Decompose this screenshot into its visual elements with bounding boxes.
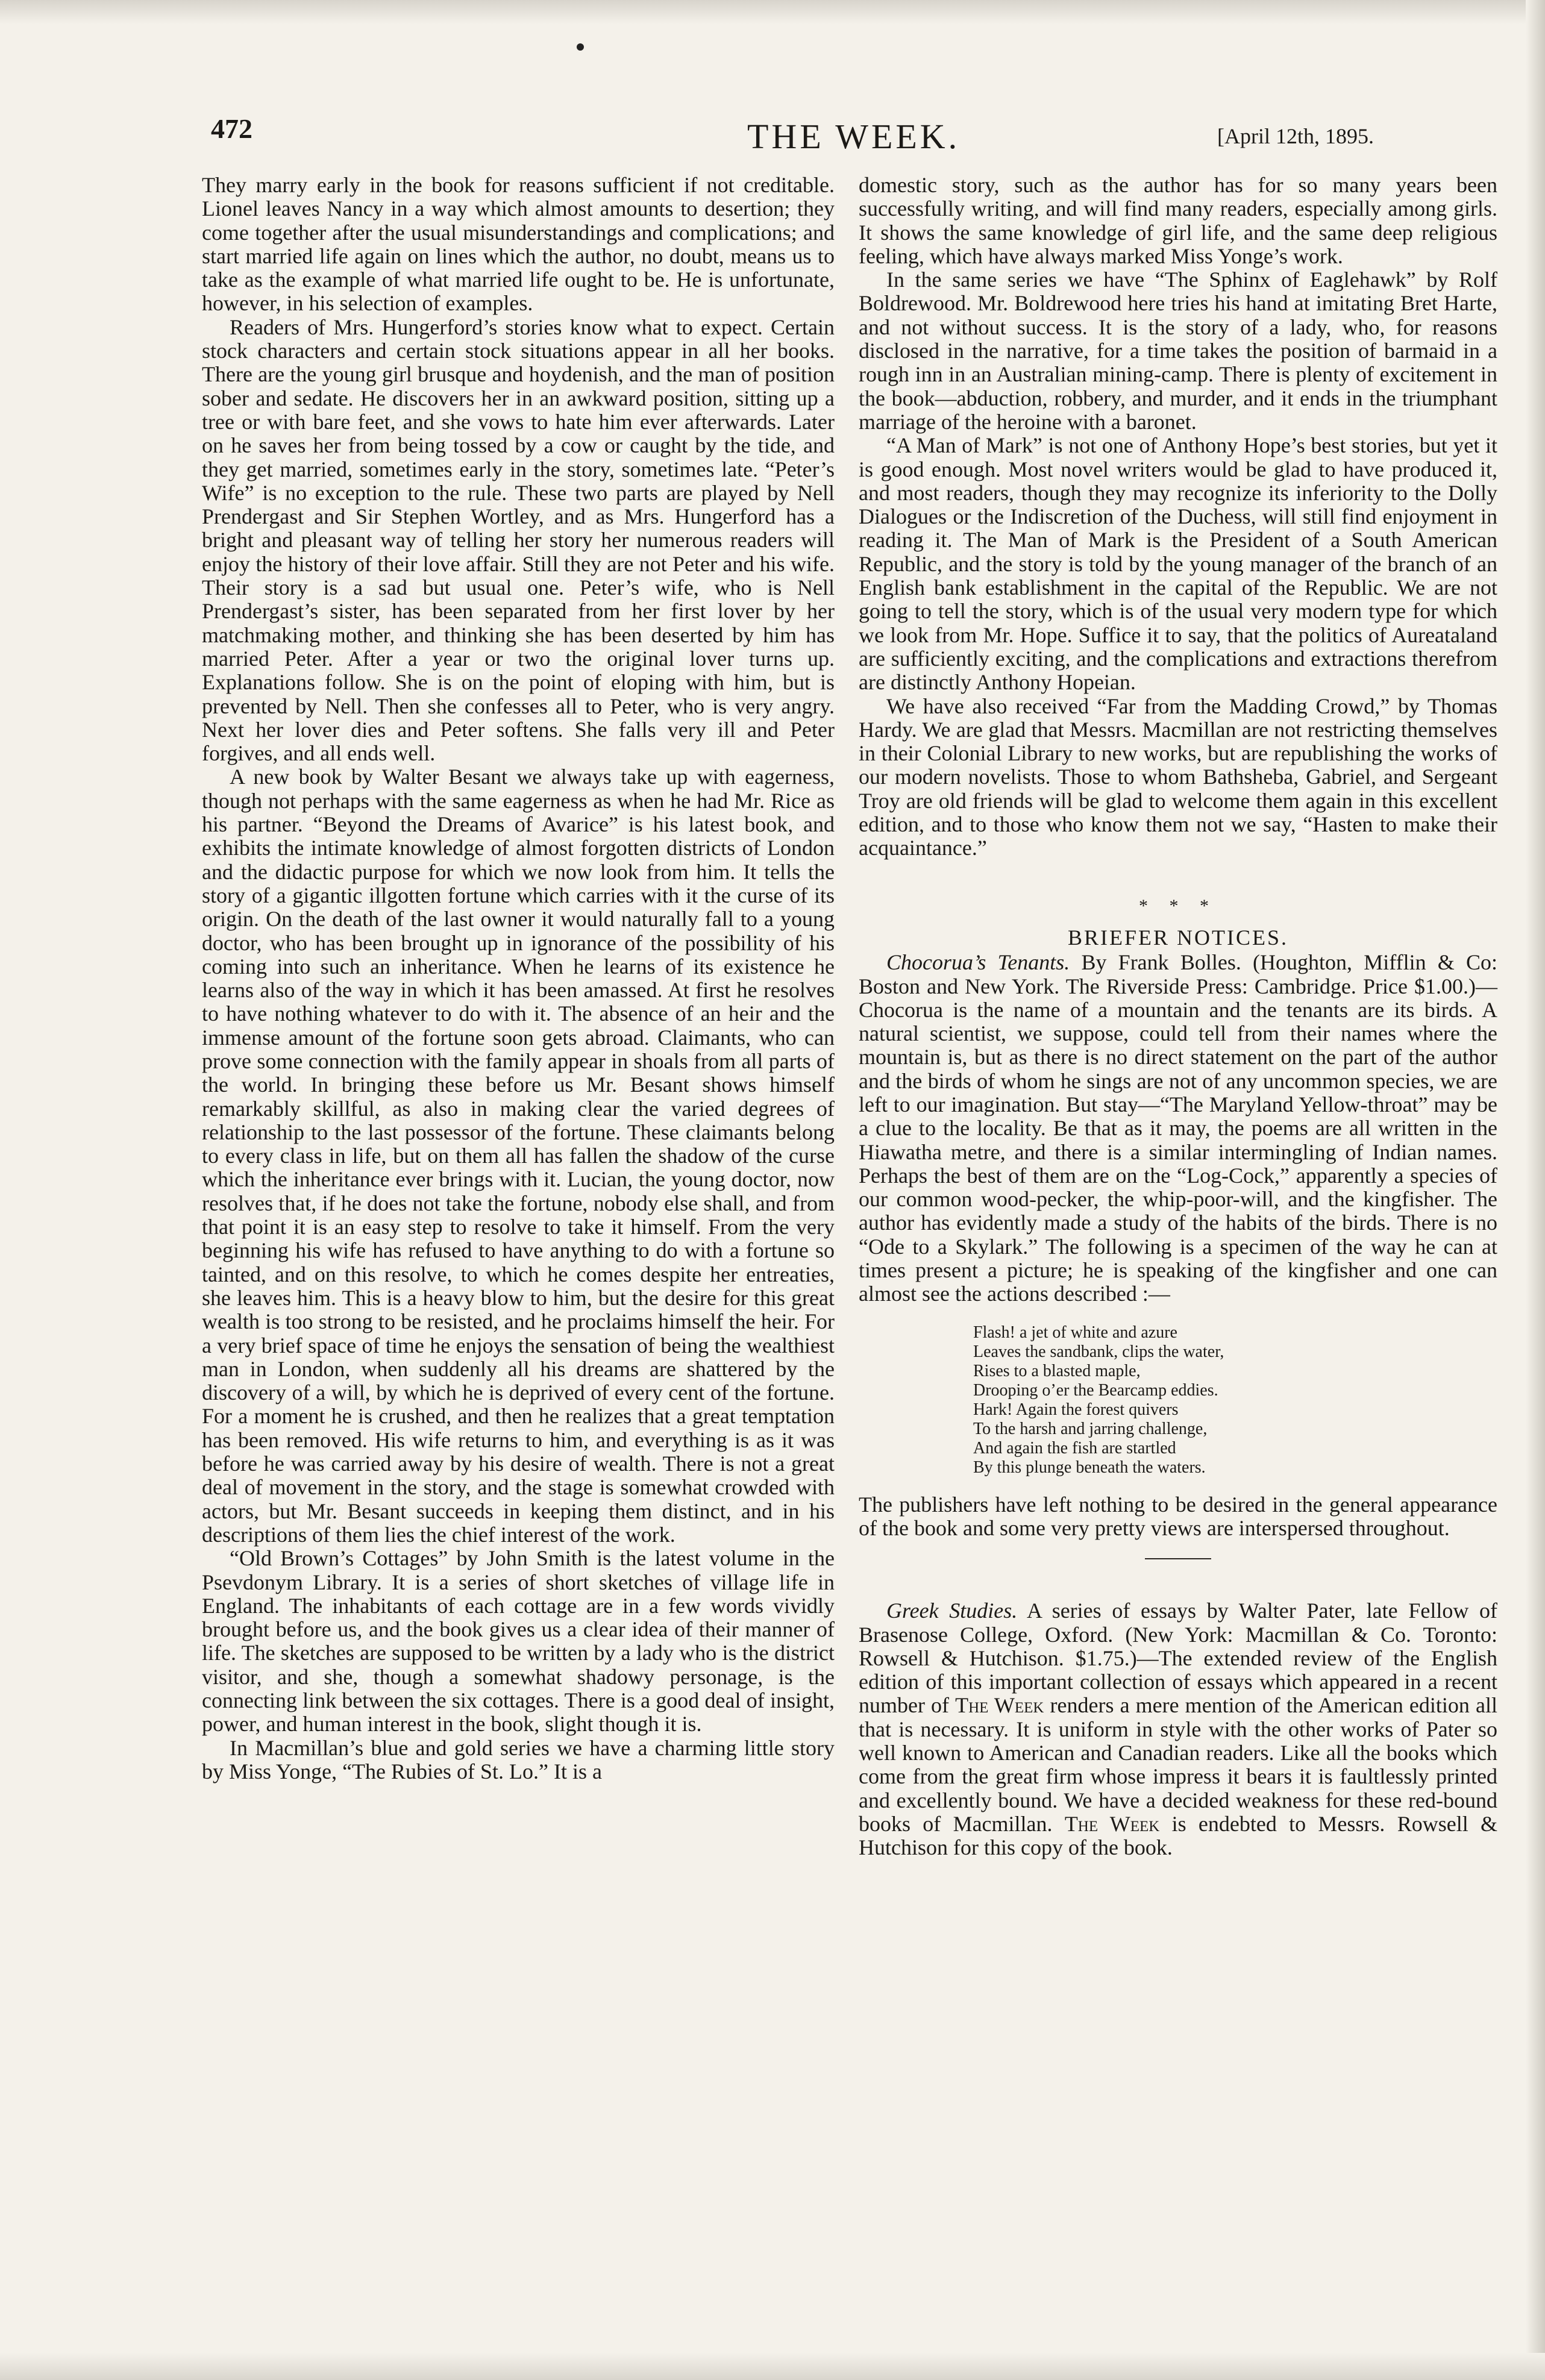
- section-title: BRIEFER NOTICES.: [1067, 925, 1289, 950]
- notice-greek-studies: [859, 1599, 1497, 1859]
- poem-excerpt: [973, 1323, 1497, 1477]
- notice-text: is endebted to Messrs. Rowsell & Hutchison for this copy of the book.: [859, 1811, 1498, 1860]
- paragraph: We have also received “Far from the Madding Crowd,” by Thomas Hardy. We are glad that Messrs. Macmillan are not restricting themselves in their Colonial Library to new works, but are republishing the works of our modern novelists. Those to whom Bathsheba, Gabriel, and Sergeant Troy are old friends will be glad to welcome them again in this excellent edition, and to those who know them not we say, “Hasten to make their acquaintance.”: [859, 694, 1497, 860]
- paragraph: domestic story, such as the author has for so many years been successfully writing, and will find many readers, especially among girls. It shows the same knowledge of girl life, and the same deep religious feeling, which have always marked Miss Yonge’s work.: [859, 173, 1497, 268]
- page-top-edge: [0, 0, 1545, 24]
- right-column: [859, 174, 1497, 1860]
- page-right-edge: [1526, 0, 1545, 2380]
- poem-line: Leaves the sandbank, clips the water,: [973, 1342, 1224, 1361]
- poem-line: Rises to a blasted maple,: [973, 1361, 1141, 1380]
- poem-line: Flash! a jet of white and azure: [973, 1323, 1177, 1342]
- journal-name: The Week: [955, 1693, 1044, 1718]
- poem-line: And again the fish are startled: [973, 1438, 1176, 1458]
- left-column: [202, 174, 835, 1783]
- divider-rule: [1145, 1558, 1211, 1559]
- journal-name: The Week: [1064, 1811, 1160, 1836]
- poem-line: To the harsh and jarring challenge,: [973, 1419, 1208, 1438]
- poem-line: Hark! Again the forest quivers: [973, 1400, 1179, 1419]
- issue-date: [April 12th, 1895.: [1217, 124, 1374, 148]
- notice-text: A series of essays by Walter Pater, late Fellow of Brasenose College, Oxford. (New York: Macmillan & Co. Toronto: Rowsell & Hutchison. $1.75.)—The extended review of the English edition of this important collection of essays which appeared in a recent number of: [859, 1599, 1497, 1718]
- section-asterism: * * *: [1139, 895, 1217, 916]
- poem-line: Drooping o’er the Bearcamp eddies.: [973, 1380, 1218, 1400]
- notice-chocoruas-tenants: [859, 951, 1497, 1306]
- notice-text: By Frank Bolles. (Houghton, Mifflin & Co: Boston and New York. The Riverside Press: Cambridge. Price $1.00.)—Chocorua is the name of a mountain and the tenants are its birds. A natural scientist, we suppose, could tell from their names where the mountain is, but as there is no direct statement on the part of the author and the birds of whom he sings are not of any uncommon species, we are left to our imagination. But stay—“The Maryland Yellow-throat” may be a clue to the locality. Be that as it may, the poems are all written in the Hiawatha metre, and there is a similar intermingling of Indian names. Perhaps the best of them are on the “Log-Cock,” apparently a species of our common wood-pecker, the whip-poor-will, and the kingfisher. The author has evidently made a study of the habits of the birds. There is no “Ode to a Skylark.” The following is a specimen of the way he can at times present a picture; he is speaking of the kingfisher and one can almost see the actions described :—: [859, 950, 1497, 1306]
- paragraph: In Macmillan’s blue and gold series we have a charming little story by Miss Yonge, “The Rubies of St. Lo.” It is a: [202, 1735, 835, 1783]
- page-header: [0, 105, 1545, 160]
- ink-dot: [577, 43, 584, 51]
- paragraph: “Old Brown’s Cottages” by John Smith is the latest volume in the Psevdonym Library. It is a series of short sketches of village life in England. The inhabitants of each cottage are in a few words vividly brought before us, and the book gives us a clear idea of their manner of life. The sketches are supposed to be written by a lady who is the district visitor, and she, though a somewhat shadowy personage, is the connecting link between the six cottages. There is a good deal of insight, power, and human interest in the book, slight though it is.: [202, 1546, 835, 1736]
- paragraph: The publishers have left nothing to be desired in the general appearance of the book and some very pretty views are interspersed throughout.: [859, 1492, 1497, 1540]
- page-number: 472: [211, 113, 252, 144]
- paragraph: Readers of Mrs. Hungerford’s stories know what to expect. Certain stock characters and certain stock situations appear in all her books. There are the young girl brusque and hoydenish, and the man of position sober and sedate. He discovers her in an awkward position, sitting up a tree or with bare feet, and she vows to hate him ever afterwards. Later on he saves her from being tossed by a cow or caught by the tide, and they get married, sometimes early in the story, sometimes late. “Peter’s Wife” is no exception to the rule. These two parts are played by Nell Prendergast and Sir Stephen Wortley, and as Mrs. Hungerford has a bright and pleasant way of telling her story her numerous readers will enjoy the history of their love affair. Still they are not Peter and his wife. Their story is a sad but usual one. Peter’s wife, who is Nell Prendergast’s sister, has been separated from her first lover by her matchmaking mother, and thinking she has been deserted by him has married Peter. After a year or two the original lover turns up. Explanations follow. She is on the point of eloping with him, but is prevented by Nell. Then she confesses all to Peter, who is very angry. Next her lover dies and Peter softens. She falls very ill and Peter forgives, and all ends well.: [202, 315, 835, 766]
- journal-title: THE WEEK.: [747, 117, 961, 156]
- paragraph: A new book by Walter Besant we always take up with eagerness, though not perhaps with the same eagerness as when he had Mr. Rice as his partner. “Beyond the Dreams of Avarice” is his latest book, and exhibits the intimate knowledge of almost forgotten districts of London and the didactic purpose for which we now look from him. It tells the story of a gigantic illgotten fortune which carries with it the curse of its origin. On the death of the last owner it would naturally fall to a young doctor, who has been brought up in ignorance of the possibility of his coming into such an inheritance. When he learns of its existence he learns also of the way in which it has been amassed. At first he resolves to have nothing whatever to do with it. The absence of an heir and the immense amount of the fortune soon gets abroad. Claimants, who can prove some connection with the family appear in shoals from all parts of the world. In bringing these before us Mr. Besant shows himself remarkably skillful, as also in making clear the varied degrees of relationship to the last possessor of the fortune. These claimants belong to every class in life, but on them all has fallen the shadow of the curse which the inheritance ever brings with it. Lucian, the young doctor, now resolves that, if he does not take the fortune, nobody else shall, and from that point it is an easy step to resolve to take it himself. From the very beginning his wife has refused to have anything to do with a fortune so tainted, and on this resolve, to which he comes despite her entreaties, she leaves him. This is a heavy blow to him, but the desire for this great wealth is too strong to be resisted, and he proclaims himself the heir. For a very brief space of time he enjoys the sensation of being the wealthiest man in London, when suddenly all his dreams are shattered by the discovery of a will, by which he is deprived of every cent of the fortune. For a moment he is crushed, and then he realizes that a great temptation has been removed. His wife returns to him, and everything is as it was before he was carried away by his desire of wealth. There is not a great deal of movement in the story, and the stage is somewhat crowded with actors, but Mr. Besant succeeds in keeping them distinct, and in his descriptions of them lies the chief interest of the work.: [202, 765, 835, 1547]
- notice-text: renders a mere mention of the American edition all that is necessary. It is uniform in style with the other works of Pater so well known to American and Canadian readers. Like all the books which come from the great firm whose impress it bears it is faultlessly printed and excellently bound. We have a decided weakness for these red-bound books of Macmillan.: [859, 1693, 1497, 1836]
- paragraph: In the same series we have “The Sphinx of Eaglehawk” by Rolf Boldrewood. Mr. Boldrewood here tries his hand at imitating Bret Harte, and not without success. It is the story of a lady, who, for reasons disclosed in the narrative, for a time takes the position of barmaid in a rough inn in an Australian mining-camp. There is plenty of excitement in the book—abduction, robbery, and murder, and it ends in the triumphant marriage of the heroine with a baronet.: [859, 268, 1497, 434]
- paragraph: They marry early in the book for reasons sufficient if not creditable. Lionel leaves Nancy in a way which almost amounts to desertion; they come together after the usual misunderstandings and complications; and start married life again on lines which the author, no doubt, means us to take as the example of what married life ought to be. He is unfortunate, however, in his selection of examples.: [202, 173, 835, 316]
- page-bottom-edge: [0, 2353, 1545, 2380]
- book-title: Greek Studies.: [886, 1599, 1018, 1623]
- poem-line: By this plunge beneath the waters.: [973, 1458, 1206, 1477]
- book-title: Chocorua’s Tenants.: [886, 950, 1070, 975]
- paragraph: “A Man of Mark” is not one of Anthony Hope’s best stories, but yet it is good enough. Most novel writers would be glad to have produced it, and most readers, though they may recognize its inferiority to the Dolly Dialogues or the Indiscretion of the Duchess, will still find enjoyment in reading it. The Man of Mark is the President of a South American Republic, and the story is told by the young manager of the branch of an English bank establishment in the capital of the Republic. We are not going to tell the story, which is of the usual very modern type for which we look from Mr. Hope. Suffice it to say, that the politics of Aureataland are sufficiently exciting, and the complications and extractions therefrom are distinctly Anthony Hopeian.: [859, 433, 1497, 695]
